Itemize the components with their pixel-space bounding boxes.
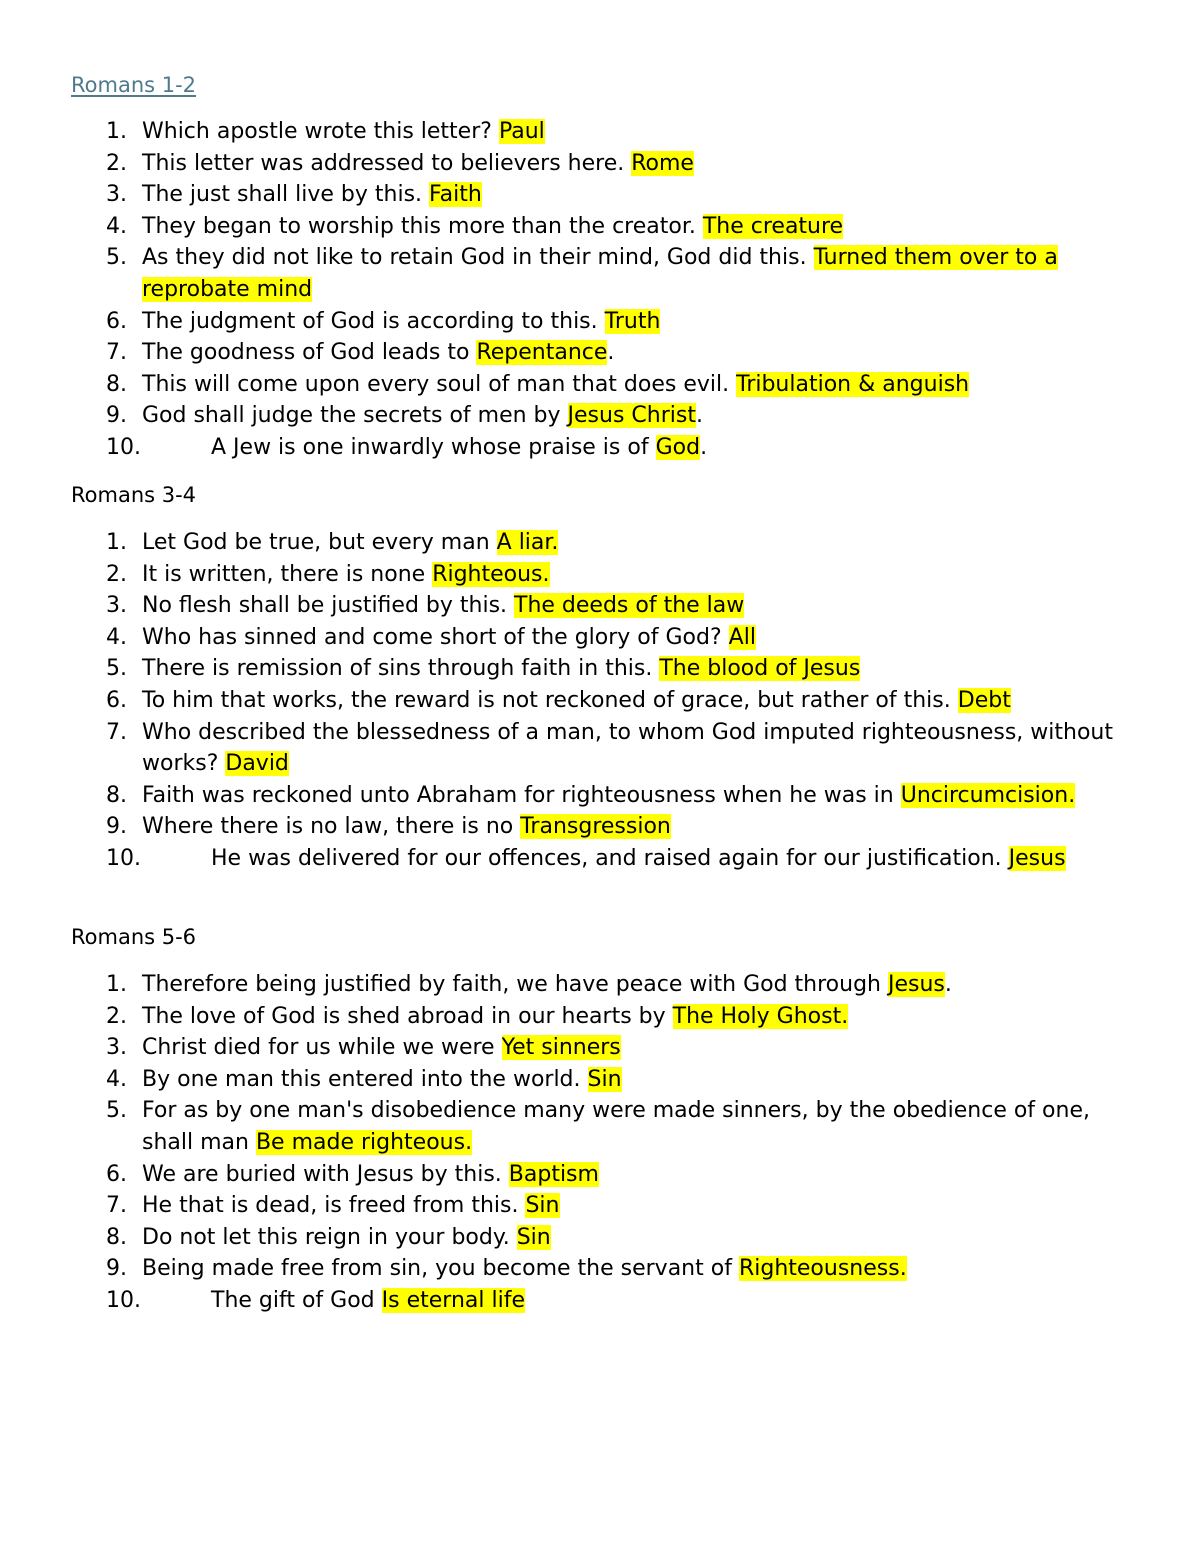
- list-item: [0, 1285, 1132, 1317]
- list-item: [0, 969, 1132, 1001]
- list-item: [0, 1095, 1132, 1158]
- section-heading-romans-3-4: Romans 3-4: [71, 483, 197, 507]
- answer-highlight: Jesus Christ: [567, 403, 696, 429]
- list-item: [0, 1032, 1132, 1064]
- list-item: [0, 337, 1132, 369]
- answer-highlight: Sin: [525, 1193, 560, 1219]
- answer-highlight: A liar.: [496, 530, 559, 555]
- question-number: 7.: [106, 719, 127, 745]
- question-text: Being made free from sin, you become the servant of: [142, 1256, 739, 1282]
- question-number: 1.: [106, 530, 127, 555]
- question-text: He was delivered for our offences, and raised again for our justification.: [211, 845, 1009, 871]
- answer-highlight: Turned them over to a reprobate mind: [142, 245, 1058, 302]
- question-text: Which apostle wrote this letter?: [142, 119, 499, 144]
- list-item: [0, 148, 1132, 180]
- question-text: Christ died for us while we were: [142, 1035, 502, 1061]
- answer-highlight: Sin: [587, 1066, 622, 1092]
- answer-highlight: Yet sinners: [501, 1035, 621, 1061]
- answer-highlight: Transgression: [520, 814, 671, 840]
- answer-highlight: Uncircumcision.: [900, 782, 1076, 808]
- question-text: Who described the blessedness of a man, to whom God imputed righteousness, without works?: [142, 719, 1113, 777]
- question-text: The goodness of God leads to: [142, 340, 477, 366]
- answer-highlight: Faith: [429, 182, 482, 208]
- answer-suffix: .: [695, 403, 703, 429]
- section-heading-romans-1-2: Romans 1-2: [71, 73, 197, 97]
- answer-highlight: The blood of Jesus: [659, 656, 861, 682]
- answer-highlight: Rome: [631, 150, 694, 176]
- question-number: 4.: [106, 1066, 127, 1092]
- list-item: [0, 1159, 1132, 1191]
- question-number: 5.: [106, 656, 127, 682]
- answer-highlight: The deeds of the law: [514, 593, 745, 619]
- question-number: 2.: [106, 150, 127, 176]
- answer-highlight: Debt: [957, 687, 1011, 713]
- answer-highlight: Jesus: [887, 972, 945, 997]
- question-number: 6.: [106, 1161, 127, 1187]
- list-item: [0, 1064, 1132, 1096]
- question-number: 3.: [106, 1035, 127, 1061]
- answer-highlight: Paul: [498, 119, 545, 144]
- question-text: The gift of God: [211, 1287, 382, 1313]
- question-text: God shall judge the secrets of men by: [142, 403, 568, 429]
- answer-suffix: .: [700, 434, 708, 460]
- question-number: 10.: [106, 845, 141, 871]
- question-text: He that is dead, is freed from this.: [142, 1193, 526, 1219]
- question-number: 9.: [106, 814, 127, 840]
- question-text: For as by one man's disobedience many were made sinners, by the obedience of one, shall man: [142, 1098, 1090, 1155]
- answer-suffix: .: [607, 340, 615, 366]
- question-list-romans-5-6: [0, 969, 1132, 1317]
- question-number: 9.: [106, 403, 127, 429]
- list-item: [0, 306, 1132, 338]
- list-item: [0, 1253, 1132, 1285]
- question-text: The love of God is shed abroad in our hearts by: [142, 1003, 673, 1029]
- list-item: [0, 843, 1132, 875]
- question-text: Let God be true, but every man: [142, 530, 497, 555]
- answer-highlight: Tribulation & anguish: [736, 371, 970, 397]
- question-list-romans-3-4: [0, 527, 1132, 875]
- list-item: [0, 1222, 1132, 1254]
- question-number: 4.: [106, 213, 127, 239]
- list-item: [0, 780, 1132, 812]
- question-text: As they did not like to retain God in their mind, God did this.: [142, 245, 814, 271]
- question-number: 1.: [106, 972, 127, 997]
- list-item: [0, 400, 1132, 432]
- question-text: To him that works, the reward is not reckoned of grace, but rather of this.: [142, 687, 958, 713]
- question-number: 7.: [106, 340, 127, 366]
- question-text: Faith was reckoned unto Abraham for righteousness when he was in: [142, 782, 901, 808]
- question-text: No flesh shall be justified by this.: [142, 593, 515, 619]
- list-item: [0, 559, 1132, 591]
- list-item: [0, 685, 1132, 717]
- list-item: [0, 653, 1132, 685]
- question-number: 4.: [106, 624, 127, 650]
- answer-highlight: Jesus: [1008, 845, 1066, 871]
- list-item: [0, 242, 1132, 305]
- question-list-romans-1-2: [0, 116, 1132, 464]
- question-number: 3.: [106, 182, 127, 208]
- list-item: [0, 211, 1132, 243]
- list-item: [0, 1190, 1132, 1222]
- answer-highlight: Righteousness.: [738, 1256, 907, 1282]
- section-heading-romans-5-6: Romans 5-6: [71, 925, 197, 949]
- question-text: The judgment of God is according to this.: [142, 308, 605, 334]
- question-number: 8.: [106, 1224, 127, 1250]
- answer-highlight: Repentance: [476, 340, 608, 366]
- question-number: 8.: [106, 782, 127, 808]
- answer-highlight: Righteous.: [432, 561, 550, 587]
- answer-suffix: .: [944, 972, 952, 997]
- list-item: [0, 116, 1132, 148]
- question-text: A Jew is one inwardly whose praise is of: [211, 434, 656, 460]
- question-text: It is written, there is none: [142, 561, 433, 587]
- list-item: [0, 1001, 1132, 1033]
- question-number: 6.: [106, 308, 127, 334]
- question-number: 7.: [106, 1193, 127, 1219]
- answer-highlight: Is eternal life: [381, 1287, 525, 1313]
- question-text: The just shall live by this.: [142, 182, 430, 208]
- question-text: We are buried with Jesus by this.: [142, 1161, 509, 1187]
- question-text: Do not let this reign in your body.: [142, 1224, 517, 1250]
- question-number: 9.: [106, 1256, 127, 1282]
- question-text: They began to worship this more than the creator.: [142, 213, 703, 239]
- list-item: [0, 369, 1132, 401]
- answer-highlight: Be made righteous.: [255, 1129, 473, 1155]
- question-number: 5.: [106, 1098, 127, 1124]
- answer-highlight: Truth: [604, 308, 661, 334]
- list-item: [0, 432, 1132, 464]
- list-item: [0, 811, 1132, 843]
- list-item: [0, 527, 1132, 559]
- answer-highlight: All: [728, 624, 756, 650]
- question-text: This will come upon every soul of man that does evil.: [142, 371, 737, 397]
- question-text: By one man this entered into the world.: [142, 1066, 588, 1092]
- question-number: 2.: [106, 561, 127, 587]
- question-number: 2.: [106, 1003, 127, 1029]
- answer-highlight: Baptism: [508, 1161, 599, 1187]
- question-number: 3.: [106, 593, 127, 619]
- answer-highlight: God: [655, 434, 701, 460]
- question-number: 6.: [106, 687, 127, 713]
- question-number: 10.: [106, 1287, 141, 1313]
- answer-highlight: The creature: [702, 213, 844, 239]
- answer-highlight: David: [225, 751, 289, 777]
- question-number: 10.: [106, 434, 141, 460]
- question-number: 1.: [106, 119, 127, 144]
- answer-highlight: Sin: [516, 1224, 551, 1250]
- question-text: Where there is no law, there is no: [142, 814, 521, 840]
- question-number: 5.: [106, 245, 127, 271]
- question-text: Therefore being justified by faith, we have peace with God through: [142, 972, 888, 997]
- list-item: [0, 717, 1132, 780]
- answer-highlight: The Holy Ghost.: [672, 1003, 849, 1029]
- list-item: [0, 590, 1132, 622]
- question-text: Who has sinned and come short of the glory of God?: [142, 624, 729, 650]
- list-item: [0, 622, 1132, 654]
- question-number: 8.: [106, 371, 127, 397]
- question-text: There is remission of sins through faith in this.: [142, 656, 660, 682]
- question-text: This letter was addressed to believers here.: [142, 150, 632, 176]
- list-item: [0, 179, 1132, 211]
